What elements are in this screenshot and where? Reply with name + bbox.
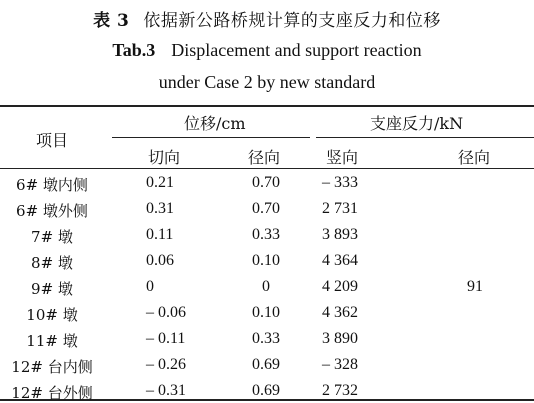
row-item-label: 12# 台内侧	[11, 358, 93, 376]
cell-radial-displacement: 0.69	[252, 356, 280, 373]
top-rule	[0, 105, 534, 107]
cell-tangential-displacement: 0.06	[146, 252, 174, 269]
cell-vertical-reaction: 4 209	[322, 278, 358, 295]
cell-radial-displacement: 0	[262, 278, 270, 295]
cell-radial-displacement: 0.10	[252, 304, 280, 321]
row-item-label: 8# 墩	[31, 254, 73, 272]
cell-vertical-reaction: 2 731	[322, 200, 358, 217]
cell-radial-displacement: 0.33	[252, 330, 280, 347]
cell-radial-reaction: 91	[467, 278, 483, 295]
cell-vertical-reaction: 3 890	[322, 330, 358, 347]
table-title-en-1: Displacement and support reaction	[171, 40, 422, 60]
cell-tangential-displacement: 0	[146, 278, 154, 295]
cell-radial-displacement: 0.69	[252, 382, 280, 399]
cell-tangential-displacement: 0.11	[146, 226, 174, 243]
cell-tangential-displacement: 0.21	[146, 174, 174, 191]
row-item-label: 10# 墩	[26, 306, 78, 324]
cell-radial-displacement: 0.70	[252, 200, 280, 217]
cell-vertical-reaction: 4 364	[322, 252, 358, 269]
header-displacement: 位移/cm	[184, 114, 246, 133]
cell-vertical-reaction: – 333	[322, 174, 358, 191]
header-item: 项目	[35, 131, 68, 150]
cell-tangential-displacement: – 0.31	[146, 382, 186, 399]
cell-tangential-displacement: – 0.11	[146, 330, 186, 347]
header-vertical: 竖向	[326, 148, 359, 167]
cell-radial-displacement: 0.70	[252, 174, 280, 191]
row-item-label: 6# 墩内侧	[16, 176, 88, 194]
table-title-cn: 依据新公路桥规计算的支座反力和位移	[143, 11, 441, 31]
header-reaction: 支座反力/kN	[370, 114, 464, 133]
cell-vertical-reaction: 3 893	[322, 226, 358, 243]
table-title-en-2: under Case 2 by new standard	[158, 72, 376, 92]
cell-vertical-reaction: 4 362	[322, 304, 358, 321]
cell-radial-displacement: 0.10	[252, 252, 280, 269]
group-rule-displacement	[112, 137, 310, 138]
caption-cn	[0, 6, 534, 31]
cell-tangential-displacement: 0.31	[146, 200, 174, 217]
caption-en-line2	[0, 72, 534, 93]
group-rule-reaction	[316, 137, 534, 138]
table-number-en: Tab.3	[112, 40, 156, 60]
header-tangential: 切向	[148, 148, 181, 167]
cell-radial-displacement: 0.33	[252, 226, 280, 243]
row-item-label: 7# 墩	[31, 228, 73, 246]
cell-vertical-reaction: – 328	[322, 356, 358, 373]
header-radial: 径向	[248, 148, 281, 167]
cell-tangential-displacement: – 0.06	[146, 304, 186, 321]
cell-tangential-displacement: – 0.26	[146, 356, 186, 373]
cell-vertical-reaction: 2 732	[322, 382, 358, 399]
row-item-label: 9# 墩	[31, 280, 73, 298]
table-number-cn: 表 3	[93, 11, 130, 31]
row-item-label: 6# 墩外侧	[16, 202, 88, 220]
row-item-label: 11# 墩	[26, 332, 78, 350]
header-rule	[0, 168, 534, 169]
row-item-label: 12# 台外侧	[11, 384, 93, 402]
header-radial-reaction: 径向	[458, 148, 491, 167]
caption-en-line1	[0, 40, 534, 61]
